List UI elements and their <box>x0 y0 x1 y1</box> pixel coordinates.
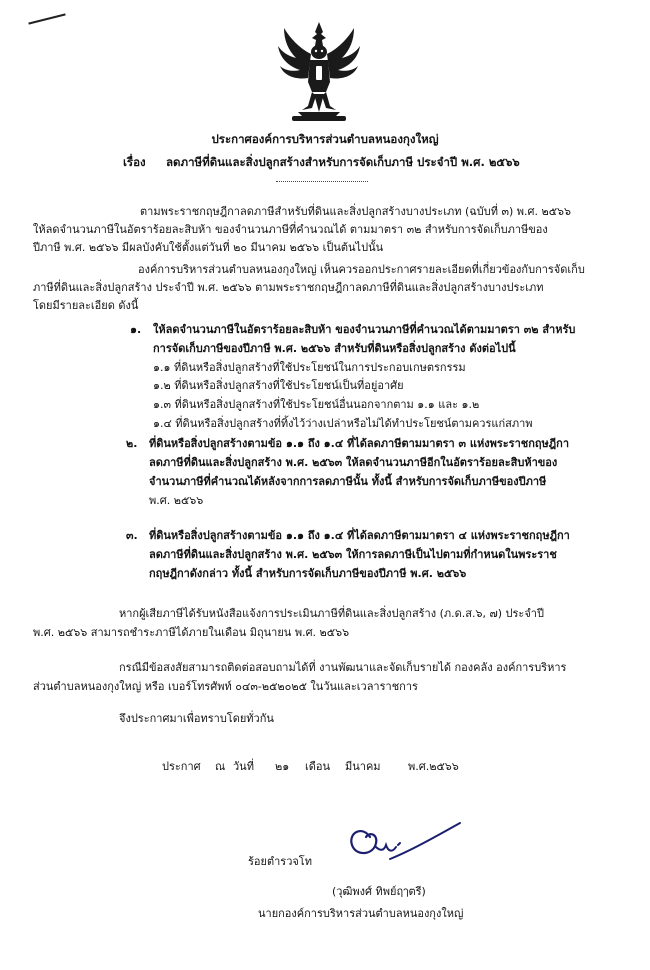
announce-year: พ.ศ.๒๕๖๖ <box>408 760 459 773</box>
intro-line: องค์การบริหารส่วนตำบลหนองกุงใหญ่ เห็นควรออกประกาศรายละเอียดที่เกี่ยวข้องกับการจัดเก็บ <box>138 263 585 276</box>
subject-label: เรื่อง <box>123 155 146 169</box>
announce-at: ณ <box>215 760 226 773</box>
closing-text: จึงประกาศมาเพื่อทราบโดยทั่วกัน <box>119 712 274 725</box>
item-text: ที่ดินหรือสิ่งปลูกสร้างตามข้อ ๑.๑ ถึง ๑.๔ ที่ได้ลดภาษีตามมาตรา ๓ แห่งพระราชกฤษฎีกา <box>149 437 570 450</box>
item-text: ให้ลดจำนวนภาษีในอัตราร้อยละสิบห้า ของจำนวนภาษีที่คำนวณได้ตามมาตรา ๓๒ สำหรับ <box>153 323 576 336</box>
item-text: ลดภาษีที่ดินและสิ่งปลูกสร้าง พ.ศ. ๒๕๖๓ ให้การลดภาษีเป็นไปตามที่กำหนดในพระราช <box>149 548 557 561</box>
header-divider <box>276 181 368 182</box>
signer-rank: ร้อยตำรวจโท <box>248 855 312 868</box>
contact-text: ส่วนตำบลหนองกุงใหญ่ หรือ เบอร์โทรศัพท์ ๐๔๓-๒๕๒๐๒๕ ในวันและเวลาราชการ <box>33 680 418 693</box>
item-number: ๓. <box>126 529 138 542</box>
sub-item: ๑.๑ ที่ดินหรือสิ่งปลูกสร้างที่ใช้ประโยชน์ในการประกอบเกษตรกรรม <box>153 361 466 374</box>
item-text: ที่ดินหรือสิ่งปลูกสร้างตามข้อ ๑.๑ ถึง ๑.๔ ที่ได้ลดภาษีตามมาตรา ๔ แห่งพระราชกฤษฎีกา <box>149 529 570 542</box>
payment-text: พ.ศ. ๒๕๖๖ สามารถชำระภาษีได้ภายในเดือน มิถุนายน พ.ศ. ๒๕๖๖ <box>33 626 350 639</box>
item-text: พ.ศ. ๒๕๖๖ <box>149 494 204 507</box>
item-text: จำนวนภาษีที่คำนวณได้หลังจากการลดภาษีนั้น ทั้งนี้ สำหรับการจัดเก็บภาษีของปีภาษี <box>149 475 547 488</box>
intro-line: ภาษีที่ดินและสิ่งปลูกสร้าง ประจำปี พ.ศ. ๒๕๖๖ ตามพระราชกฤษฎีกาลดภาษีที่ดินและสิ่งปลูกสร้างบางประเภท <box>33 281 544 294</box>
intro-line: ปีภาษี พ.ศ. ๒๕๖๖ มีผลบังคับใช้ตั้งแต่วันที่ ๒๐ มีนาคม ๒๕๖๖ เป็นต้นไปนั้น <box>33 241 384 254</box>
item-number: ๒. <box>126 437 138 450</box>
announce-prefix: ประกาศ <box>162 760 201 773</box>
announce-day-label: วันที่ <box>233 760 254 773</box>
item-text: กฤษฎีกาดังกล่าว ทั้งนี้ สำหรับการจัดเก็บภาษีของปีภาษี พ.ศ. ๒๕๖๖ <box>149 567 467 580</box>
payment-text: หากผู้เสียภาษีได้รับหนังสือแจ้งการประเมินภาษีที่ดินและสิ่งปลูกสร้าง (ภ.ด.ส.๖, ๗) ประจำปี <box>119 607 544 620</box>
intro-line: ตามพระราชกฤษฎีกาลดภาษีสำหรับที่ดินและสิ่งปลูกสร้างบางประเภท (ฉบับที่ ๓) พ.ศ. ๒๕๖๖ <box>140 205 572 218</box>
intro-line: ให้ลดจำนวนภาษีในอัตราร้อยละสิบห้า ของจำนวนภาษีที่คำนวณได้ ตามมาตรา ๓๒ สำหรับการจัดเก็บภาษีของ <box>33 223 548 236</box>
sub-item: ๑.๓ ที่ดินหรือสิ่งปลูกสร้างที่ใช้ประโยชน์อื่นนอกจากตาม ๑.๑ และ ๑.๒ <box>153 398 480 411</box>
signer-position: นายกองค์การบริหารส่วนตำบลหนองกุงใหญ่ <box>258 907 464 920</box>
garuda-emblem-icon <box>274 20 364 124</box>
item-text: ลดภาษีที่ดินและสิ่งปลูกสร้าง พ.ศ. ๒๕๖๓ ให้ลดจำนวนภาษีอีกในอัตราร้อยละสิบห้าของ <box>149 456 558 469</box>
item-number: ๑. <box>130 323 142 336</box>
sub-item: ๑.๒ ที่ดินหรือสิ่งปลูกสร้างที่ใช้ประโยชน์เป็นที่อยู่อาศัย <box>153 379 404 392</box>
corner-mark <box>28 13 65 24</box>
announce-day: ๒๑ <box>275 760 290 773</box>
signer-name: (วุฒิพงศ์ ทิพย์ฤๅตรี) <box>332 885 426 898</box>
announce-month: มีนาคม <box>345 760 381 773</box>
item-text: การจัดเก็บภาษีของปีภาษี พ.ศ. ๒๕๖๖ สำหรับที่ดินหรือสิ่งปลูกสร้าง ดังต่อไปนี้ <box>153 342 516 355</box>
sub-item: ๑.๔ ที่ดินหรือสิ่งปลูกสร้างที่ทิ้งไว้ว่างเปล่าหรือไม่ได้ทำประโยชน์ตามควรแก่สภาพ <box>153 417 533 430</box>
subject-title: ลดภาษีที่ดินและสิ่งปลูกสร้างสำหรับการจัดเก็บภาษี ประจำปี พ.ศ. ๒๕๖๖ <box>166 155 520 169</box>
issuer-heading: ประกาศองค์การบริหารส่วนตำบลหนองกุงใหญ่ <box>211 132 439 146</box>
handwritten-signature <box>340 815 466 879</box>
intro-line: โดยมีรายละเอียด ดังนี้ <box>33 299 139 312</box>
contact-text: กรณีมีข้อสงสัยสามารถติดต่อสอบถามได้ที่ งานพัฒนาและจัดเก็บรายได้ กองคลัง องค์การบริหาร <box>119 661 567 674</box>
announce-month-label: เดือน <box>305 760 331 773</box>
